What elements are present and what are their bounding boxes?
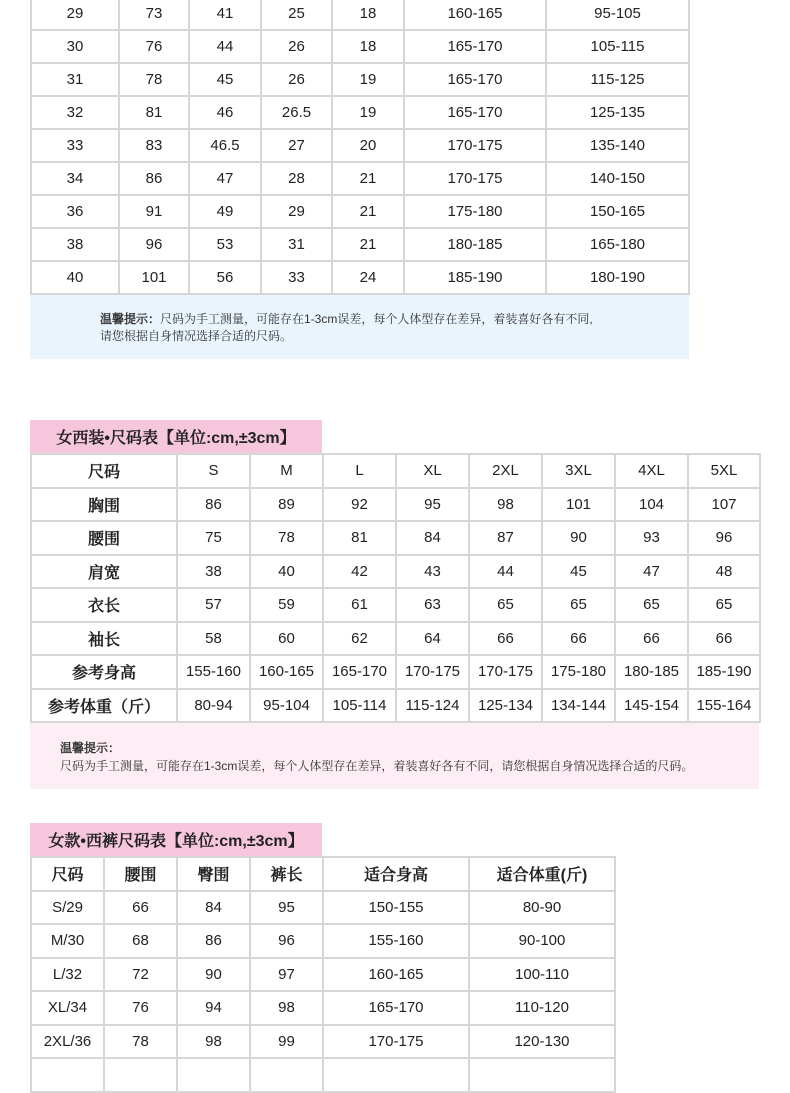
table-cell: 80-90 bbox=[469, 891, 615, 925]
table-row bbox=[31, 1025, 615, 1059]
table-cell: 60 bbox=[250, 622, 323, 656]
table-cell: 24 bbox=[332, 261, 404, 294]
column-header: 3XL bbox=[542, 454, 615, 488]
column-header: XL bbox=[396, 454, 469, 488]
table-cell: 78 bbox=[119, 63, 189, 96]
table-cell: 93 bbox=[615, 521, 688, 555]
table-cell: 81 bbox=[119, 96, 189, 129]
table-cell: 49 bbox=[189, 195, 261, 228]
table-cell: 45 bbox=[189, 63, 261, 96]
table-cell: 165-170 bbox=[323, 655, 396, 689]
women-pants-rows bbox=[31, 857, 615, 1092]
table-cell: 44 bbox=[189, 30, 261, 63]
column-header: 适合身高 bbox=[323, 857, 469, 891]
table-cell bbox=[323, 1058, 469, 1092]
column-header: 4XL bbox=[615, 454, 688, 488]
table-row bbox=[31, 0, 689, 30]
table-cell: 28 bbox=[261, 162, 332, 195]
column-header: 尺码 bbox=[31, 857, 104, 891]
table-cell: 155-164 bbox=[688, 689, 760, 723]
table-cell: 80-94 bbox=[177, 689, 250, 723]
table-cell: 175-180 bbox=[542, 655, 615, 689]
table-row bbox=[31, 488, 760, 522]
table-cell: 98 bbox=[177, 1025, 250, 1059]
row-label-cell: 40 bbox=[31, 261, 119, 294]
table-cell: 91 bbox=[119, 195, 189, 228]
column-header: L bbox=[323, 454, 396, 488]
table-cell: 185-190 bbox=[688, 655, 760, 689]
women-suit-rows bbox=[31, 454, 760, 722]
table-cell: 78 bbox=[250, 521, 323, 555]
table-cell: 170-175 bbox=[323, 1025, 469, 1059]
table-cell: 76 bbox=[119, 30, 189, 63]
table-row bbox=[31, 991, 615, 1025]
table-cell: 120-130 bbox=[469, 1025, 615, 1059]
row-label-cell: 2XL/36 bbox=[31, 1025, 104, 1059]
table-cell: 59 bbox=[250, 588, 323, 622]
table-cell: 66 bbox=[469, 622, 542, 656]
table-cell: 90 bbox=[177, 958, 250, 992]
table-cell: 84 bbox=[396, 521, 469, 555]
men-pants-rows bbox=[31, 0, 689, 294]
table-cell: 47 bbox=[189, 162, 261, 195]
row-label-cell bbox=[31, 1058, 104, 1092]
table-cell: 83 bbox=[119, 129, 189, 162]
table-cell: 134-144 bbox=[542, 689, 615, 723]
table-cell: 21 bbox=[332, 195, 404, 228]
table-cell: 185-190 bbox=[404, 261, 546, 294]
table-cell: 170-175 bbox=[469, 655, 542, 689]
women-suit-size-table bbox=[30, 453, 761, 723]
table-cell: 105-114 bbox=[323, 689, 396, 723]
table-cell: 57 bbox=[177, 588, 250, 622]
table-cell: 170-175 bbox=[404, 162, 546, 195]
table-cell: 65 bbox=[688, 588, 760, 622]
row-label-cell: 肩宽 bbox=[31, 555, 177, 589]
table-row bbox=[31, 555, 760, 589]
table-cell bbox=[104, 1058, 177, 1092]
table-row bbox=[31, 588, 760, 622]
table-cell: 96 bbox=[688, 521, 760, 555]
table-row bbox=[31, 958, 615, 992]
table-cell: 86 bbox=[177, 924, 250, 958]
table-cell: 75 bbox=[177, 521, 250, 555]
tip-label: 温馨提示： bbox=[60, 741, 121, 755]
table-cell: 66 bbox=[104, 891, 177, 925]
table-row bbox=[31, 924, 615, 958]
column-header: 尺码 bbox=[31, 454, 177, 488]
table-cell: 19 bbox=[332, 96, 404, 129]
tip-label: 温馨提示： bbox=[100, 312, 161, 326]
table-cell: 165-180 bbox=[546, 228, 689, 261]
table-cell: 175-180 bbox=[404, 195, 546, 228]
row-label-cell: 袖长 bbox=[31, 622, 177, 656]
table-cell: 56 bbox=[189, 261, 261, 294]
table-cell: 165-170 bbox=[404, 96, 546, 129]
table-cell: 73 bbox=[119, 0, 189, 30]
table-cell: 160-165 bbox=[323, 958, 469, 992]
table-cell: 44 bbox=[469, 555, 542, 589]
table-cell: 61 bbox=[323, 588, 396, 622]
table-cell: 31 bbox=[261, 228, 332, 261]
table-cell: 63 bbox=[396, 588, 469, 622]
table-cell: 107 bbox=[688, 488, 760, 522]
table-row bbox=[31, 655, 760, 689]
table-cell: 42 bbox=[323, 555, 396, 589]
table-cell: 101 bbox=[119, 261, 189, 294]
table-row bbox=[31, 30, 689, 63]
table-cell: 95 bbox=[250, 891, 323, 925]
table-cell: 97 bbox=[250, 958, 323, 992]
size-tip-note-pink bbox=[30, 723, 759, 789]
table-cell: 66 bbox=[542, 622, 615, 656]
table-cell: 100-110 bbox=[469, 958, 615, 992]
table-cell: 180-190 bbox=[546, 261, 689, 294]
row-label-cell: XL/34 bbox=[31, 991, 104, 1025]
table-cell: 95-104 bbox=[250, 689, 323, 723]
table-cell: 94 bbox=[177, 991, 250, 1025]
table-row bbox=[31, 228, 689, 261]
table-cell: 115-125 bbox=[546, 63, 689, 96]
table-cell: 19 bbox=[332, 63, 404, 96]
table-cell: 155-160 bbox=[323, 924, 469, 958]
column-header: M bbox=[250, 454, 323, 488]
table-cell: 68 bbox=[104, 924, 177, 958]
table-cell: 165-170 bbox=[323, 991, 469, 1025]
table-cell: 180-185 bbox=[615, 655, 688, 689]
table-cell: 26.5 bbox=[261, 96, 332, 129]
table-cell: 48 bbox=[688, 555, 760, 589]
table-cell: 47 bbox=[615, 555, 688, 589]
table-cell: 170-175 bbox=[396, 655, 469, 689]
table-cell: 76 bbox=[104, 991, 177, 1025]
table-cell: 96 bbox=[250, 924, 323, 958]
table-cell: 25 bbox=[261, 0, 332, 30]
table-cell: 26 bbox=[261, 63, 332, 96]
table-cell: 160-165 bbox=[250, 655, 323, 689]
table-row bbox=[31, 162, 689, 195]
table-cell: 110-120 bbox=[469, 991, 615, 1025]
header-row bbox=[31, 454, 760, 488]
table-cell: 160-165 bbox=[404, 0, 546, 30]
table-cell: 95-105 bbox=[546, 0, 689, 30]
row-label-cell: 衣长 bbox=[31, 588, 177, 622]
row-label-cell: 32 bbox=[31, 96, 119, 129]
table-cell: 38 bbox=[177, 555, 250, 589]
table-cell: 21 bbox=[332, 228, 404, 261]
table-row bbox=[31, 63, 689, 96]
table-cell: 45 bbox=[542, 555, 615, 589]
table-cell: 64 bbox=[396, 622, 469, 656]
table-cell: 33 bbox=[261, 261, 332, 294]
table-cell: 58 bbox=[177, 622, 250, 656]
table-cell: 65 bbox=[542, 588, 615, 622]
table-row bbox=[31, 689, 760, 723]
table-cell: 89 bbox=[250, 488, 323, 522]
table-cell: 21 bbox=[332, 162, 404, 195]
row-label-cell: 参考身高 bbox=[31, 655, 177, 689]
row-label-cell: 33 bbox=[31, 129, 119, 162]
table-cell: 40 bbox=[250, 555, 323, 589]
table-cell: 150-155 bbox=[323, 891, 469, 925]
row-label-cell: 参考体重（斤） bbox=[31, 689, 177, 723]
men-pants-size-table bbox=[30, 0, 690, 295]
table-row bbox=[31, 129, 689, 162]
table-cell: 87 bbox=[469, 521, 542, 555]
column-header: 腰围 bbox=[104, 857, 177, 891]
table-cell bbox=[250, 1058, 323, 1092]
women-suit-table-title: 女西装•尺码表【单位:cm,±3cm】 bbox=[30, 420, 322, 453]
header-row bbox=[31, 857, 615, 891]
table-cell: 66 bbox=[615, 622, 688, 656]
table-cell: 125-134 bbox=[469, 689, 542, 723]
table-cell: 65 bbox=[469, 588, 542, 622]
row-label-cell: 腰围 bbox=[31, 521, 177, 555]
table-cell: 115-124 bbox=[396, 689, 469, 723]
row-label-cell: S/29 bbox=[31, 891, 104, 925]
tip-text: 尺码为手工测量，可能存在1-3cm误差，每个人体型存在差异，着装喜好各有不同，请您根据自身情况选择合适的尺码。 bbox=[60, 759, 694, 773]
table-cell: 135-140 bbox=[546, 129, 689, 162]
table-cell: 84 bbox=[177, 891, 250, 925]
table-row bbox=[31, 622, 760, 656]
table-cell: 140-150 bbox=[546, 162, 689, 195]
table-cell: 95 bbox=[396, 488, 469, 522]
table-cell: 18 bbox=[332, 30, 404, 63]
table-cell: 20 bbox=[332, 129, 404, 162]
column-header: S bbox=[177, 454, 250, 488]
table-cell: 170-175 bbox=[404, 129, 546, 162]
tip-text-line2: 请您根据自身情况选择合适的尺码。 bbox=[100, 329, 293, 343]
table-cell: 101 bbox=[542, 488, 615, 522]
table-cell: 86 bbox=[119, 162, 189, 195]
size-tip-note-blue bbox=[30, 295, 689, 359]
table-cell: 96 bbox=[119, 228, 189, 261]
table-row bbox=[31, 891, 615, 925]
table-cell: 41 bbox=[189, 0, 261, 30]
table-row bbox=[31, 1058, 615, 1092]
table-row bbox=[31, 195, 689, 228]
table-cell: 105-115 bbox=[546, 30, 689, 63]
column-header: 裤长 bbox=[250, 857, 323, 891]
women-pants-table-title: 女款•西裤尺码表【单位:cm,±3cm】 bbox=[30, 823, 322, 856]
column-header: 臀围 bbox=[177, 857, 250, 891]
table-cell: 46 bbox=[189, 96, 261, 129]
table-cell: 98 bbox=[250, 991, 323, 1025]
column-header: 2XL bbox=[469, 454, 542, 488]
table-cell: 72 bbox=[104, 958, 177, 992]
row-label-cell: 38 bbox=[31, 228, 119, 261]
table-cell: 180-185 bbox=[404, 228, 546, 261]
table-cell: 90-100 bbox=[469, 924, 615, 958]
table-cell: 62 bbox=[323, 622, 396, 656]
table-cell: 145-154 bbox=[615, 689, 688, 723]
table-cell: 104 bbox=[615, 488, 688, 522]
table-cell: 53 bbox=[189, 228, 261, 261]
row-label-cell: 胸围 bbox=[31, 488, 177, 522]
table-cell: 27 bbox=[261, 129, 332, 162]
row-label-cell: M/30 bbox=[31, 924, 104, 958]
row-label-cell: 36 bbox=[31, 195, 119, 228]
table-cell: 92 bbox=[323, 488, 396, 522]
table-cell: 18 bbox=[332, 0, 404, 30]
row-label-cell: L/32 bbox=[31, 958, 104, 992]
table-row bbox=[31, 96, 689, 129]
table-cell: 26 bbox=[261, 30, 332, 63]
table-cell: 29 bbox=[261, 195, 332, 228]
table-cell: 165-170 bbox=[404, 30, 546, 63]
row-label-cell: 31 bbox=[31, 63, 119, 96]
tip-text-line1: 尺码为手工测量，可能存在1-3cm误差，每个人体型存在差异，着装喜好各有不同, bbox=[160, 312, 593, 326]
table-row bbox=[31, 521, 760, 555]
row-label-cell: 30 bbox=[31, 30, 119, 63]
table-cell: 86 bbox=[177, 488, 250, 522]
table-cell: 65 bbox=[615, 588, 688, 622]
table-cell: 150-165 bbox=[546, 195, 689, 228]
table-cell bbox=[469, 1058, 615, 1092]
table-cell: 81 bbox=[323, 521, 396, 555]
table-cell: 46.5 bbox=[189, 129, 261, 162]
table-cell: 66 bbox=[688, 622, 760, 656]
table-row bbox=[31, 261, 689, 294]
column-header: 5XL bbox=[688, 454, 760, 488]
row-label-cell: 34 bbox=[31, 162, 119, 195]
table-cell: 165-170 bbox=[404, 63, 546, 96]
table-cell: 155-160 bbox=[177, 655, 250, 689]
table-cell: 78 bbox=[104, 1025, 177, 1059]
table-cell: 90 bbox=[542, 521, 615, 555]
table-cell bbox=[177, 1058, 250, 1092]
row-label-cell: 29 bbox=[31, 0, 119, 30]
table-cell: 43 bbox=[396, 555, 469, 589]
table-cell: 125-135 bbox=[546, 96, 689, 129]
table-cell: 98 bbox=[469, 488, 542, 522]
table-cell: 99 bbox=[250, 1025, 323, 1059]
column-header: 适合体重(斤) bbox=[469, 857, 615, 891]
women-pants-size-table bbox=[30, 856, 616, 1093]
